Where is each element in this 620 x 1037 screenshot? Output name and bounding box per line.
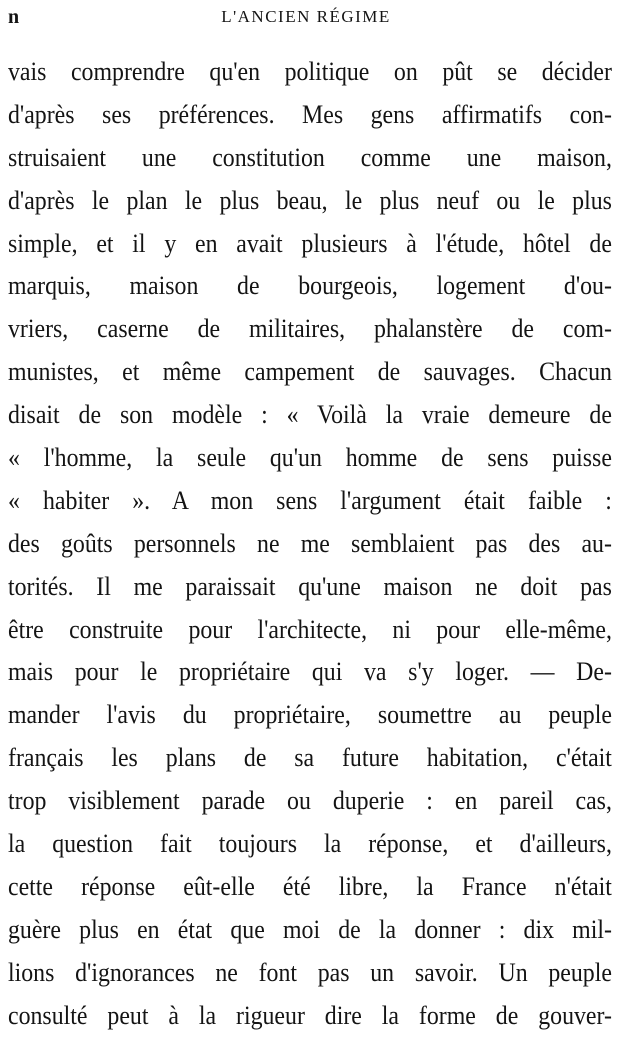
text-line: « l'homme, la seule qu'un homme de sens puisse <box>8 442 612 473</box>
text-line: être construite pour l'architecte, ni pour elle-même, <box>8 613 612 644</box>
text-line: d'après ses préférences. Mes gens affirmatifs con- <box>8 98 612 129</box>
text-line: trop visiblement parade ou duperie : en pareil cas, <box>8 785 612 816</box>
text-line: simple, et il y en avait plusieurs à l'étude, hôtel de <box>8 227 612 258</box>
text-line: d'après le plan le plus beau, le plus neuf ou le plus <box>8 184 612 215</box>
text-line: guère plus en état que moi de la donner : dix mil- <box>8 913 612 944</box>
running-title: L'ANCIEN RÉGIME <box>221 7 391 26</box>
text-line: la question fait toujours la réponse, et d'ailleurs, <box>8 828 612 859</box>
text-line: mander l'avis du propriétaire, soumettre au peuple <box>8 699 612 730</box>
text-line: vriers, caserne de militaires, phalanstère de com- <box>8 313 612 344</box>
text-line: consulté peut à la rigueur dire la forme de gouver- <box>8 999 612 1030</box>
text-line: mais pour le propriétaire qui va s'y loger. — De- <box>8 656 612 687</box>
running-head <box>8 6 604 36</box>
text-line: « habiter ». A mon sens l'argument était faible : <box>8 484 612 515</box>
text-line: disait de son modèle : « Voilà la vraie demeure de <box>8 399 612 430</box>
body-text <box>8 50 612 1036</box>
text-line: cette réponse eût-elle été libre, la France n'était <box>8 870 612 901</box>
text-line: des goûts personnels ne me semblaient pas des au- <box>8 527 612 558</box>
text-line: vais comprendre qu'en politique on pût se décider <box>8 56 612 86</box>
text-line: lions d'ignorances ne font pas un savoir. Un peuple <box>8 956 612 987</box>
text-line: struisaient une constitution comme une maison, <box>8 141 612 172</box>
text-line: marquis, maison de bourgeois, logement d'ou- <box>8 270 612 301</box>
page-number: n <box>8 6 20 28</box>
text-line: français les plans de sa future habitation, c'était <box>8 742 612 773</box>
text-line: torités. Il me paraissait qu'une maison ne doit pas <box>8 570 612 601</box>
text-line: munistes, et même campement de sauvages. Chacun <box>8 356 612 387</box>
